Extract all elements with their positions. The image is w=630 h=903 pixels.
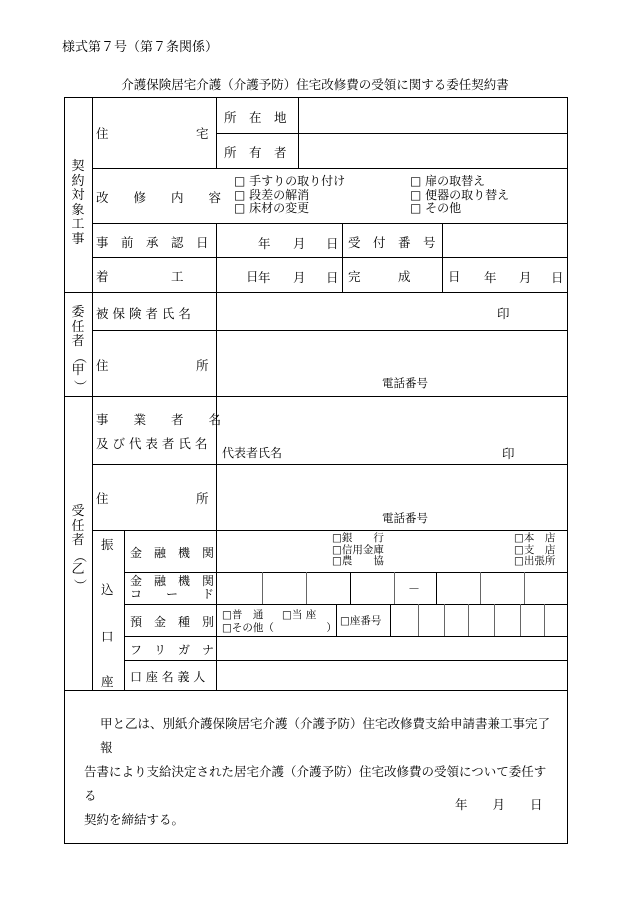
delegate-seal: 印: [502, 446, 515, 461]
deposit-current[interactable]: □当 座: [282, 609, 317, 621]
start-date-label: 着 工 日: [96, 269, 259, 284]
agreement-line: 契約を締結する。: [84, 812, 185, 827]
form-number: 様式第７号（第７条関係）: [62, 40, 219, 55]
option-floor[interactable]: □ 床材の変更: [234, 201, 310, 215]
business-name-label: 事 業 者 名: [96, 412, 222, 427]
bank-type-agri[interactable]: □農 協: [332, 555, 384, 567]
transfer-char: 口: [101, 629, 114, 644]
option-door[interactable]: □ 扉の取替え: [410, 174, 486, 188]
bank-code-label-line: 金 融 機 関: [130, 574, 215, 588]
delegate-section-label: 受 任 者 （ 乙 ）: [71, 504, 87, 592]
delegate-address-label: 住 所: [96, 491, 209, 506]
deposit-other[interactable]: □その他（ ）: [222, 622, 337, 634]
date-year: 年: [484, 270, 497, 285]
date-month: 月: [293, 270, 306, 285]
date-day: 日: [326, 270, 339, 285]
option-step[interactable]: □ 段差の解消: [234, 187, 310, 202]
deposit-ordinary[interactable]: □普 通: [222, 609, 264, 621]
date-year: 年: [258, 236, 271, 251]
date-month: 月: [519, 270, 532, 285]
delegator-phone-label: 電話番号: [382, 376, 428, 390]
bank-code-label: [130, 575, 214, 601]
owner-label: 所 有 者: [224, 145, 287, 160]
branch-type-options: [514, 533, 555, 568]
delegator-address-label: 住 所: [96, 358, 209, 373]
agreement-line: 甲と乙は、別紙介護保険居宅介護（介護予防）住宅改修費支給申請書兼工事完了報: [100, 716, 551, 755]
delegator-section-label: 委 任 者 （ 甲 ）: [71, 305, 87, 393]
date-day: 日: [326, 236, 339, 251]
date-year: 年: [258, 270, 271, 285]
receipt-no-label: 受 付 番 号: [348, 235, 436, 250]
bank-type-bank[interactable]: □銀 行: [332, 532, 384, 544]
location-label: 所 在 地: [224, 110, 287, 125]
bank-type-credit[interactable]: □信用金庫: [332, 543, 384, 556]
transfer-char: 座: [101, 674, 114, 689]
repair-label: 改 修 内 容: [96, 190, 222, 205]
agreement-line: 告書により支給決定された居宅介護（介護予防）住宅改修費の受領について委任する: [84, 764, 547, 803]
account-holder-label: 口 座 名 義 人: [130, 670, 206, 684]
page-title: 介護保険居宅介護（介護予防）住宅改修費の受領に関する委任契約書: [121, 77, 509, 92]
option-toilet[interactable]: □ 便器の取り替え: [410, 187, 510, 202]
rep-name-label: 代表者氏名: [222, 446, 283, 460]
house-label: 住 宅: [96, 126, 209, 141]
agreement-date: 年 月 日: [455, 797, 543, 812]
branch-type-branch[interactable]: □支 店: [514, 543, 556, 556]
option-handrail[interactable]: □ 手すりの取り付け: [234, 174, 346, 188]
account-number-label: □座番号: [340, 615, 382, 627]
date-day: 日: [551, 270, 564, 285]
delegator-seal: 印: [497, 306, 510, 321]
bank-code-label-line: コ ー ド: [130, 587, 215, 601]
branch-type-main[interactable]: □本 店: [514, 532, 556, 544]
contract-section-label: 契 約 対 象 工 事: [71, 159, 85, 247]
insured-name-label: 被 保 険 者 氏 名: [96, 306, 191, 321]
repair-options-right: [410, 175, 509, 216]
representative-label: 及 び 代 表 者 氏 名: [96, 436, 208, 451]
furigana-label: フ リ ガ ナ: [130, 643, 215, 657]
prior-approval-label: 事 前 承 認 日: [96, 235, 209, 250]
option-other[interactable]: □ その他: [410, 201, 462, 215]
bank-type-options: [332, 533, 384, 568]
repair-options-left: [234, 175, 345, 216]
agreement-text: [84, 712, 552, 832]
date-month: 月: [293, 236, 306, 251]
delegate-phone-label: 電話番号: [382, 511, 428, 525]
completion-date-label: 完 成 日: [348, 269, 461, 284]
transfer-char: 込: [101, 582, 114, 597]
transfer-char: 振: [101, 537, 114, 552]
deposit-type-label: 預 金 種 別: [130, 615, 215, 629]
bank-label: 金 融 機 関: [130, 546, 215, 560]
branch-type-office[interactable]: □出張所: [514, 555, 556, 567]
code-dash: －: [408, 582, 421, 596]
